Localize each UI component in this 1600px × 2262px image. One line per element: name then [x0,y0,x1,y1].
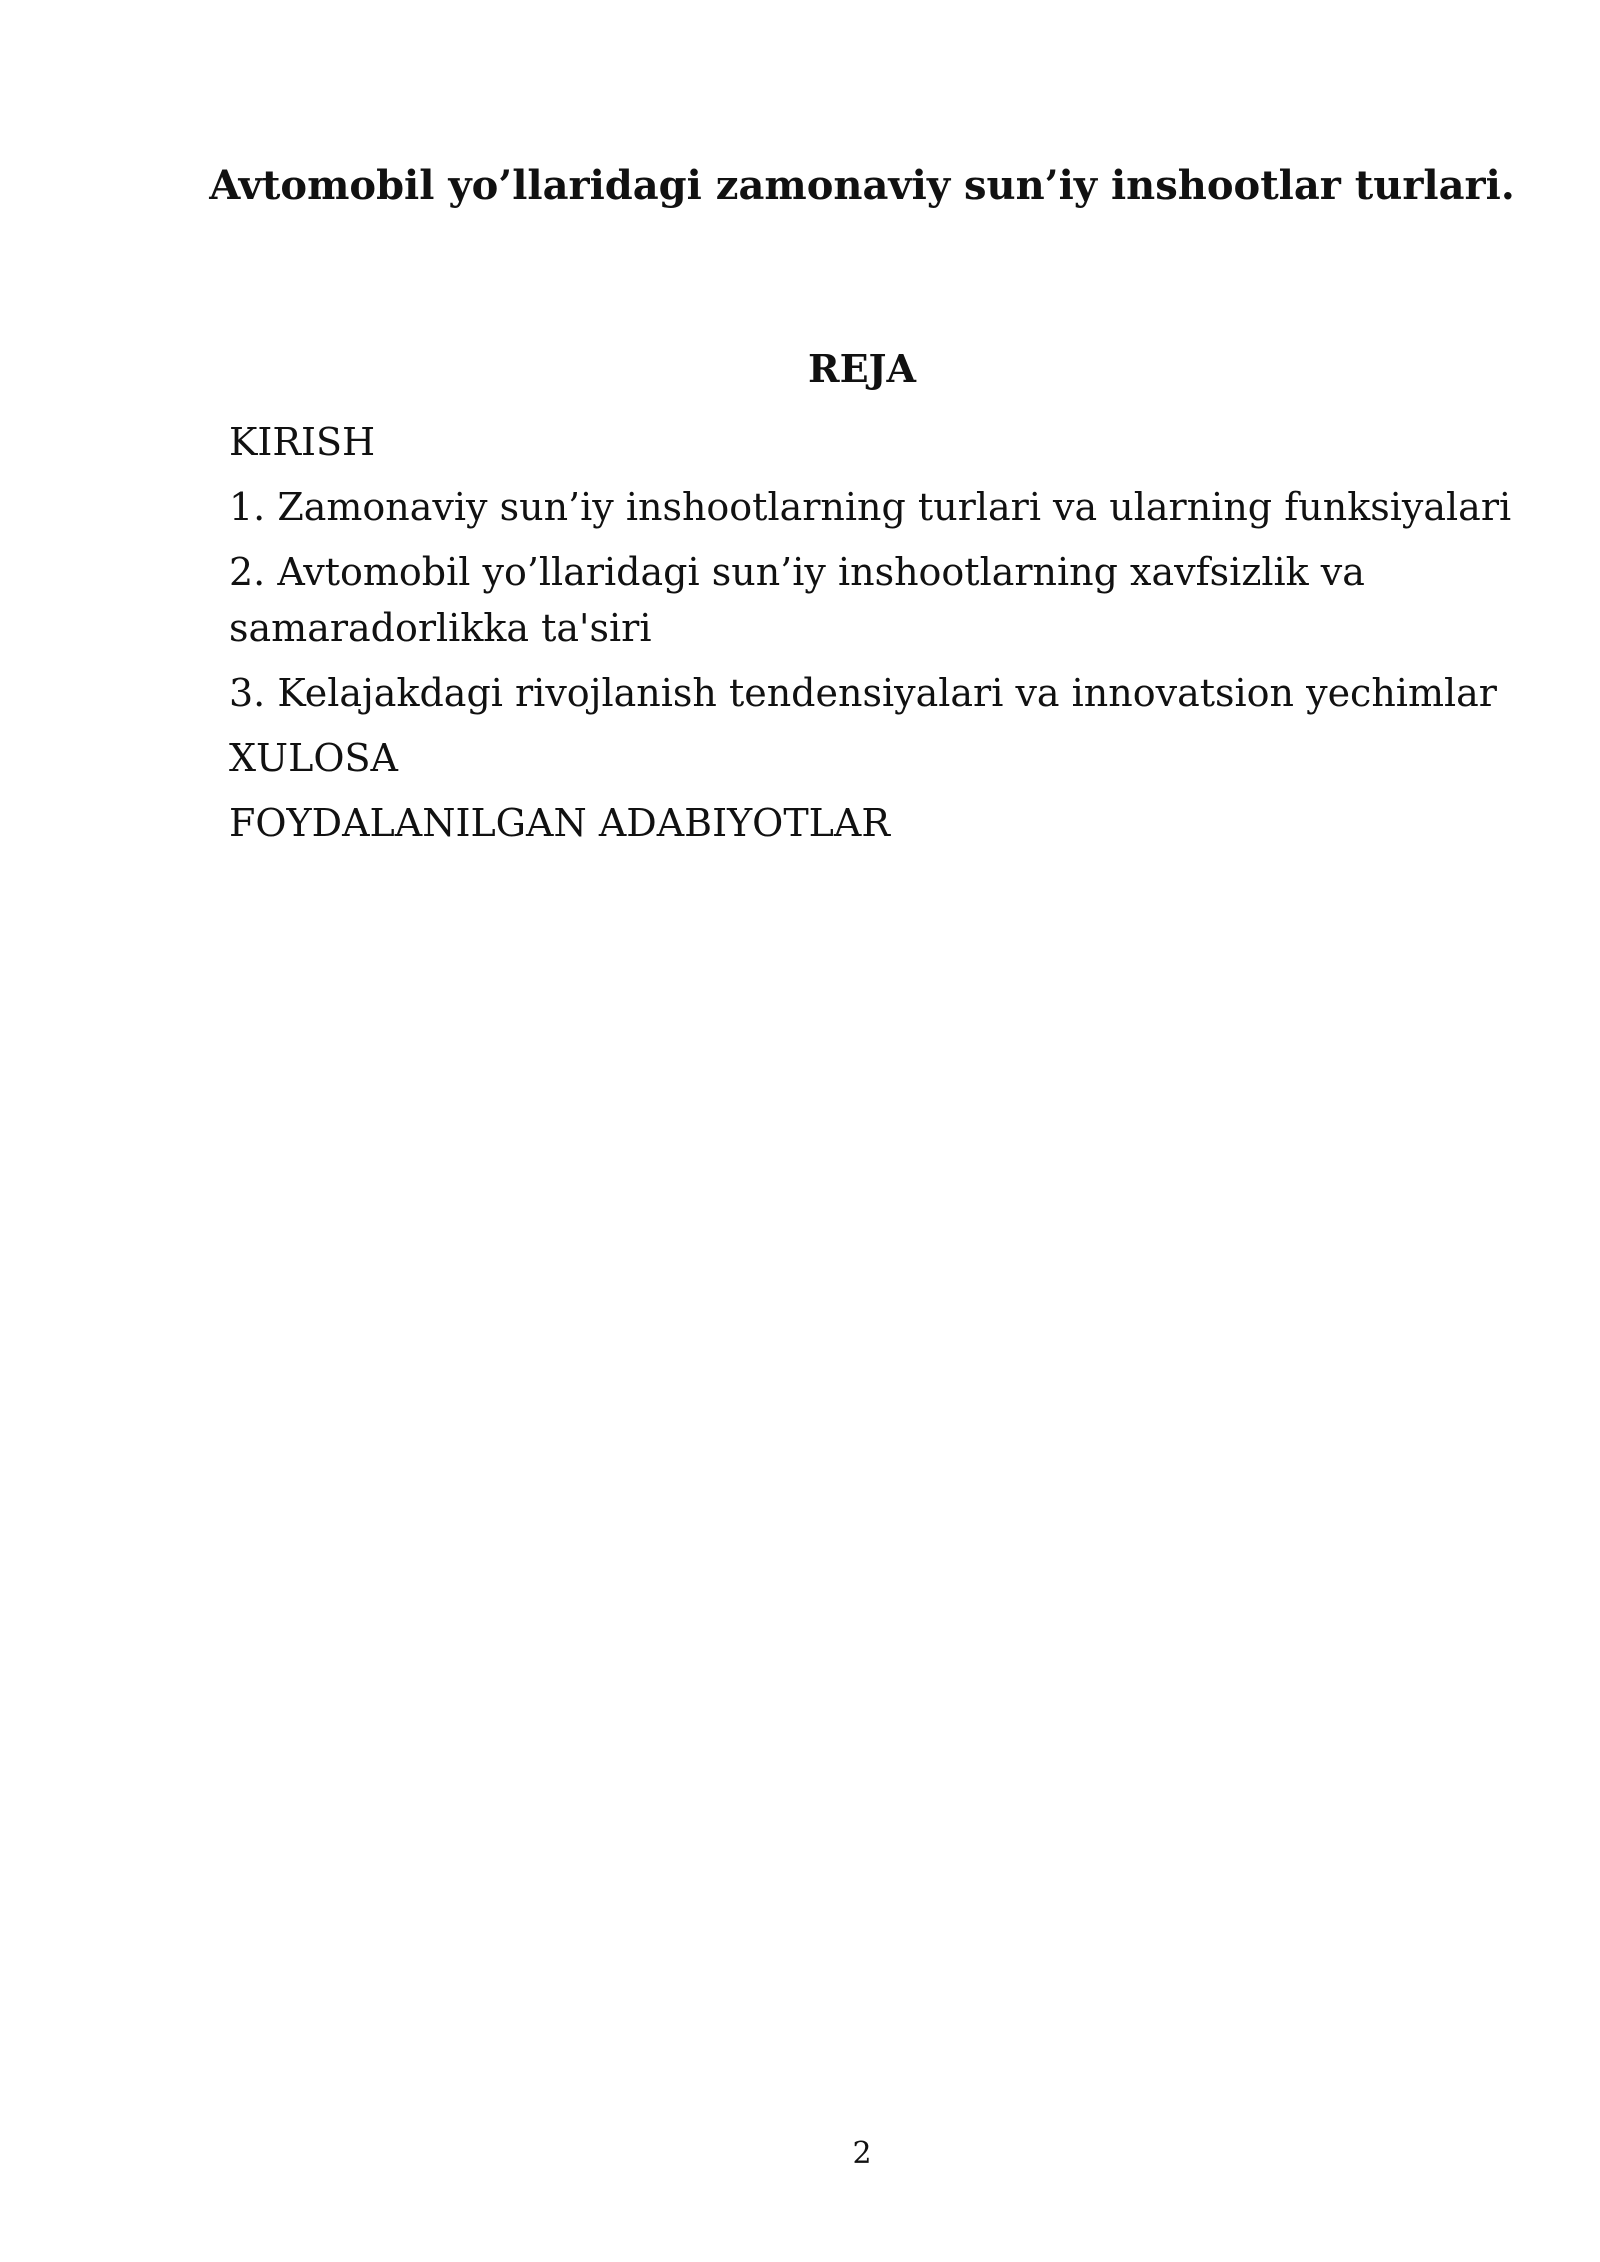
plan-item-3: 3. Kelajakdagi rivojlanish tendensiyalari va innovatsion yechimlar [229,671,1497,715]
plan-list [229,414,1559,860]
plan-heading: REJA [807,346,916,391]
plan-item-conclusion: XULOSA [229,736,398,780]
plan-item-1: 1. Zamonaviy sun’iy inshootlarning turlari va ularning funksiyalari [229,485,1512,529]
plan-item-references: FOYDALANILGAN ADABIYOTLAR [229,801,890,845]
page-number: 2 [852,2136,872,2171]
document-title: Avtomobil yo’llaridagi zamonaviy sun’iy inshootlar turlari. [209,162,1515,209]
plan-item-introduction: KIRISH [229,420,376,464]
plan-item-2: 2. Avtomobil yo’llaridagi sun’iy inshootlarning xavfsizlik va samaradorlikka ta'siri [229,550,1365,650]
